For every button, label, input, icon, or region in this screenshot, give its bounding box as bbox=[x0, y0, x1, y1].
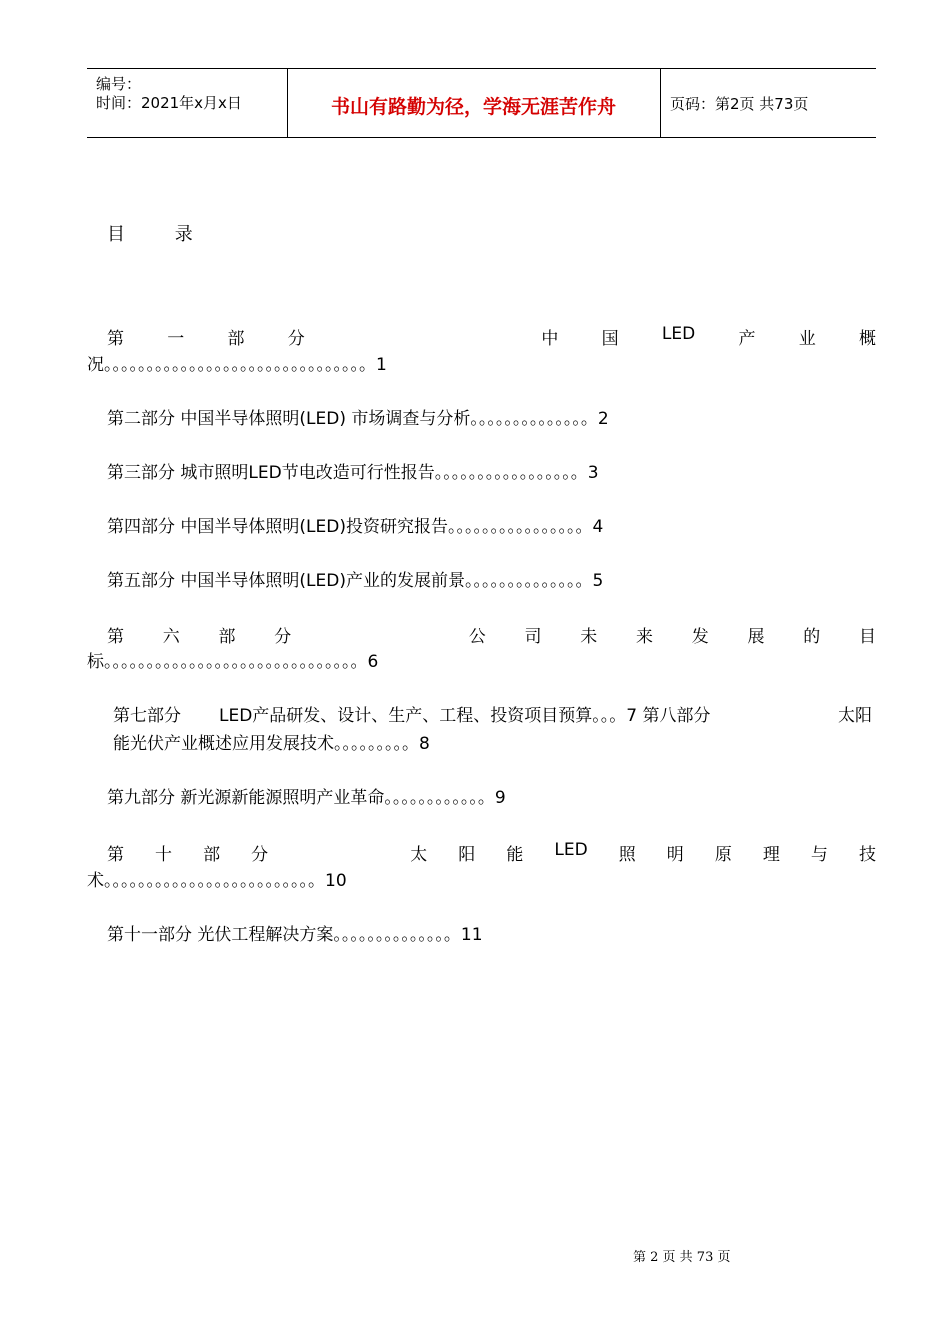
toc-entry-part5: 第五部分 中国半导体照明(LED)产业的发展前景。。。。。。。。。。。。。。5 bbox=[107, 571, 604, 591]
toc-char: 公 bbox=[468, 627, 486, 647]
toc-char: 照 bbox=[618, 845, 636, 865]
toc-char: 部 bbox=[203, 845, 221, 865]
spacer bbox=[330, 622, 430, 647]
toc-title: 目 录 bbox=[107, 224, 215, 245]
toc-entry-part3: 第三部分 城市照明LED节电改造可行性报告。。。。。。。。。。。。。。。。。3 bbox=[107, 463, 599, 483]
toc-entry-part7-text: LED产品研发、设计、生产、工程、投资项目预算。。。7 第八部分 bbox=[219, 706, 711, 726]
toc-char: 未 bbox=[580, 627, 598, 647]
toc-char: 发 bbox=[691, 627, 709, 647]
toc-entry-part7-label: 第七部分 bbox=[113, 706, 181, 726]
toc-char: 明 bbox=[666, 845, 684, 865]
toc-char: 原 bbox=[714, 845, 732, 865]
toc-entry-part8-line2: 能光伏产业概述应用发展技术。。。。。。。。。8 bbox=[113, 734, 430, 754]
spacer bbox=[348, 324, 498, 349]
toc-char: 一 bbox=[167, 329, 185, 349]
toc-entry-part6-line1 bbox=[107, 622, 876, 647]
date-line: 时间：2021年x月x日 bbox=[96, 94, 242, 112]
header-divider bbox=[660, 69, 661, 137]
toc-char: 第 bbox=[107, 845, 124, 865]
toc-char: 分 bbox=[287, 329, 305, 349]
serial-number-label: 编号： bbox=[96, 75, 142, 93]
toc-char: 技 bbox=[858, 845, 876, 865]
toc-char: 部 bbox=[227, 329, 245, 349]
toc-char: 十 bbox=[155, 845, 173, 865]
toc-entry-part4: 第四部分 中国半导体照明(LED)投资研究报告。。。。。。。。。。。。。。。。4 bbox=[107, 517, 604, 537]
document-header bbox=[87, 68, 876, 138]
toc-char: 第 bbox=[107, 329, 124, 349]
toc-char: 概 bbox=[858, 329, 876, 349]
toc-char: 分 bbox=[274, 627, 292, 647]
toc-char: 阳 bbox=[458, 845, 476, 865]
toc-char: 司 bbox=[524, 627, 542, 647]
toc-char: 展 bbox=[747, 627, 765, 647]
spacer bbox=[299, 840, 379, 865]
toc-char: 部 bbox=[218, 627, 236, 647]
toc-char: 来 bbox=[636, 627, 653, 647]
toc-entry-part1-line1 bbox=[107, 324, 876, 349]
header-motto: 书山有路勤为径，学海无涯苦作舟 bbox=[330, 96, 616, 118]
toc-char: LED bbox=[661, 324, 696, 344]
toc-char: LED bbox=[554, 840, 588, 860]
toc-entry-part10-line2: 术。。。。。。。。。。。。。。。。。。。。。。。。。10 bbox=[87, 871, 347, 891]
toc-char: 国 bbox=[601, 329, 619, 349]
toc-entry-part2: 第二部分 中国半导体照明(LED) 市场调查与分析。。。。。。。。。。。。。。2 bbox=[107, 409, 609, 429]
toc-char: 业 bbox=[798, 329, 816, 349]
toc-char: 六 bbox=[162, 627, 180, 647]
page-footer: 第 2 页 共 73 页 bbox=[633, 1250, 731, 1265]
toc-entry-part1-line2: 况。。。。。。。。。。。。。。。。。。。。。。。。。。。。。。。1 bbox=[87, 355, 387, 375]
toc-entry-part11: 第十一部分 光伏工程解决方案。。。。。。。。。。。。。。11 bbox=[107, 925, 483, 945]
toc-entry-part10-line1 bbox=[107, 840, 876, 865]
toc-char: 第 bbox=[107, 627, 124, 647]
toc-entry-part6-line2: 标。。。。。。。。。。。。。。。。。。。。。。。。。。。。。。6 bbox=[87, 652, 379, 672]
toc-char: 理 bbox=[762, 845, 780, 865]
toc-char: 分 bbox=[251, 845, 269, 865]
toc-char: 能 bbox=[506, 845, 524, 865]
toc-entry-part8-start: 太阳 bbox=[838, 706, 872, 726]
toc-char: 太 bbox=[410, 845, 428, 865]
toc-char: 与 bbox=[810, 845, 828, 865]
toc-char: 产 bbox=[738, 329, 756, 349]
header-page-info: 页码：第2页 共73页 bbox=[670, 95, 809, 113]
toc-entry-part9: 第九部分 新光源新能源照明产业革命。。。。。。。。。。。。9 bbox=[107, 788, 506, 808]
toc-char: 中 bbox=[541, 329, 559, 349]
toc-char: 的 bbox=[803, 627, 821, 647]
toc-char: 目 bbox=[859, 627, 876, 647]
